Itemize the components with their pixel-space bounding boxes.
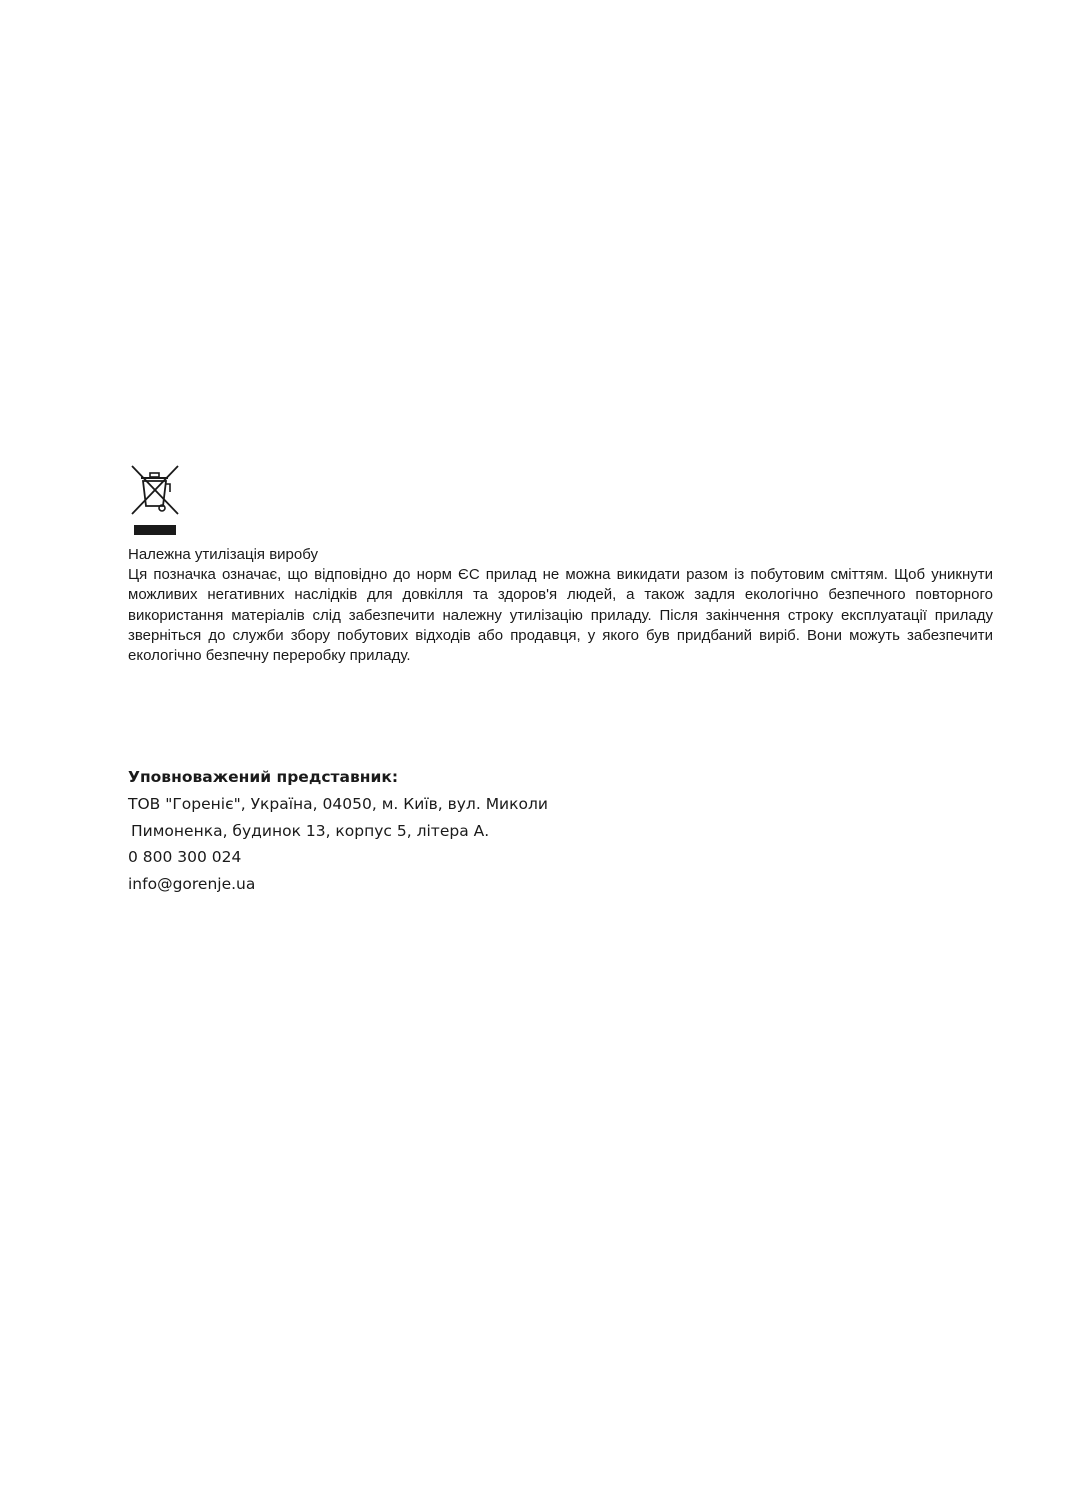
disposal-body: Ця позначка означає, що відповідно до норм ЄС прилад не можна викидати разом із побутовим сміттям. Щоб уникнути можливих негативних наслідків для довкілля та здоров'я людей, а також задля екологічно безпечного повторного використання матеріалів слід забезпечити належну утилізацію приладу. Після закінчення строку експлуатації приладу зверніться до служби збору побутових відходів або продавця, у якого був придбаний виріб. Вони можуть забезпечити екологічно безпечну переробку приладу. — [128, 566, 993, 665]
address-line-1: ТОВ "Горенiє", Україна, 04050, м. Київ, вул. Миколи — [128, 794, 548, 813]
representative-section — [128, 764, 828, 898]
representative-title: Уповноважений представник: — [128, 768, 399, 786]
phone-number: 0 800 300 024 — [128, 848, 242, 867]
email-address: info@gorenje.ua — [128, 875, 256, 894]
disposal-section — [128, 545, 993, 666]
disposal-heading: Належна утилізація виробу — [128, 546, 318, 563]
address-line-2: Пимоненка, будинок 13, корпус 5, літера А. — [131, 821, 490, 840]
crossed-out-wheelie-bin-icon — [128, 464, 182, 538]
weee-bin-icon — [128, 464, 182, 538]
